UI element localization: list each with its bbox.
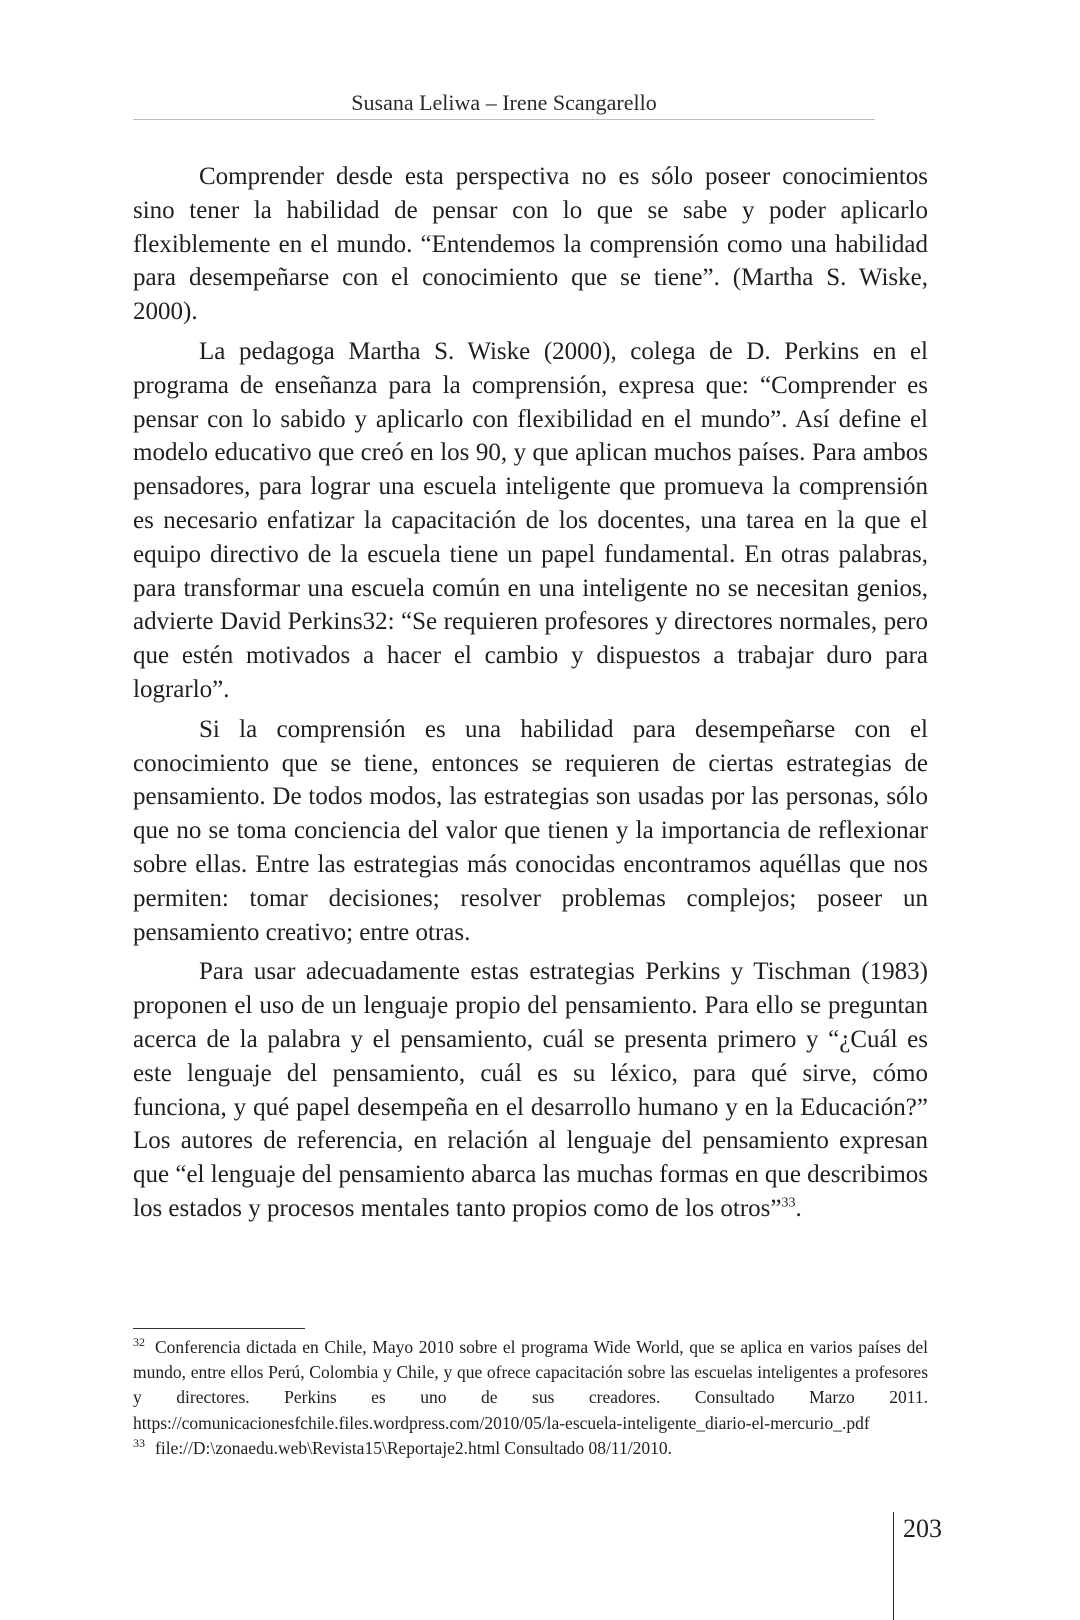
footnote-33-number: 33	[133, 1435, 145, 1450]
page-number: 203	[903, 1514, 942, 1543]
footnote-32	[133, 1335, 928, 1436]
header-rule	[133, 119, 875, 120]
footnote-33	[133, 1436, 928, 1461]
paragraph-4-text: Para usar adecuadamente estas estrategias Perkins y Tischman (1983) proponen el uso de un lenguaje propio del pensamiento. Para ello se preguntan acerca de la palabra y el pensamiento, cuál se presenta primero y “¿Cuál es este lenguaje del pensamiento, cuál es su léxico, para qué sirve, cómo funciona, y qué papel desempeña en el desarrollo humano y en la Educación?” Los autores de referencia, en relación al lenguaje del pensamiento expresan que “el lenguaje del pensamiento abarca las muchas formas en que describimos los estados y procesos mentales tanto propios como de los otros”	[133, 958, 928, 1222]
footnote-33-text: file://D:\zonaedu.web\Revista15\Reportaje2.html Consultado 08/11/2010.	[155, 1437, 672, 1458]
paragraph-4	[133, 955, 928, 1225]
footnote-rule	[133, 1328, 305, 1329]
body-text	[133, 160, 928, 1232]
paragraph-3: Si la comprensión es una habilidad para desempeñarse con el conocimiento que se tiene, entonces se requieren de ciertas estrategias de pensamiento. De todos modos, las estrategias son usadas por las personas, sólo que no se toma conciencia del valor que tienen y la importancia de reflexionar sobre ellas. Entre las estrategias más conocidas encontramos aquéllas que nos permiten: tomar decisiones; resolver problemas complejos; poseer un pensamiento creativo; entre otras.	[133, 715, 928, 946]
footnotes	[133, 1335, 928, 1461]
footnote-32-number: 32	[133, 1335, 145, 1350]
paragraph-4-end: .	[795, 1194, 802, 1222]
page-number-rule	[893, 1512, 894, 1620]
footnote-ref-33[interactable]: 33	[781, 1195, 796, 1211]
running-header: Susana Leliwa – Irene Scangarello	[351, 90, 657, 115]
footnote-32-text: Conferencia dictada en Chile, Mayo 2010 sobre el programa Wide World, que se aplica en varios países del mundo, entre ellos Perú, Colombia y Chile, y que ofrece capacitación sobre las escuelas inteligentes a profesores y directores. Perkins es uno de sus creadores. Consultado Marzo 2011. https://comunicacionesfchile.files.wordpress.com/2010/05/la-escuela-inteligente_diario-el-mercurio_.pdf	[133, 1337, 928, 1433]
paragraph-2: La pedagoga Martha S. Wiske (2000), colega de D. Perkins en el programa de enseñanza para la comprensión, expresa que: “Comprender es pensar con lo sabido y aplicarlo con flexibilidad en el mundo”. Así define el modelo educativo que creó en los 90, y que aplican muchos países. Para ambos pensadores, para lograr una escuela inteligente que promueva la comprensión es necesario enfatizar la capacitación de los docentes, una tarea en la que el equipo directivo de la escuela tiene un papel fundamental. En otras palabras, para transformar una escuela común en una inteligente no se necesitan genios, advierte David Perkins32: “Se requieren profesores y directores normales, pero que estén motivados a hacer el cambio y dispuestos a trabajar duro para lograrlo”.	[133, 337, 928, 703]
paragraph-1: Comprender desde esta perspectiva no es sólo poseer conocimientos sino tener la habilidad de pensar con lo que se sabe y poder aplicarlo flexiblemente en el mundo. “Entendemos la comprensión como una habilidad para desempeñarse con el conocimiento que se tiene”. (Martha S. Wiske, 2000).	[133, 163, 928, 326]
